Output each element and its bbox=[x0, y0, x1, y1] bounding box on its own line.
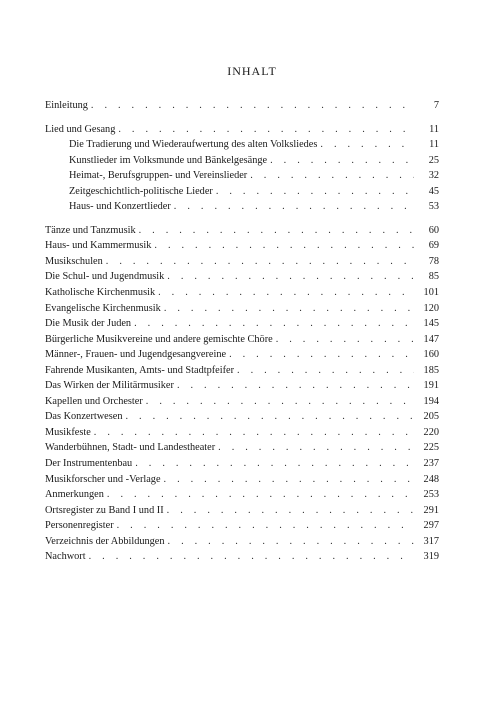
dot-leader bbox=[125, 409, 414, 425]
dot-leader bbox=[107, 487, 414, 503]
toc-page-number: 160 bbox=[423, 349, 439, 361]
dot-leader bbox=[237, 363, 414, 379]
toc-entry bbox=[45, 503, 439, 519]
toc-entry bbox=[45, 394, 439, 410]
dot-leader bbox=[164, 472, 414, 488]
dot-leader bbox=[250, 168, 414, 184]
toc-subentry bbox=[45, 137, 439, 153]
toc-entry bbox=[45, 98, 439, 114]
toc-page-number: 32 bbox=[428, 170, 439, 182]
toc-entry-label: Wanderbühnen, Stadt- und Landestheater bbox=[45, 442, 216, 454]
dot-leader bbox=[89, 549, 414, 565]
toc-page-number: 69 bbox=[428, 240, 439, 252]
dot-leader bbox=[117, 518, 414, 534]
toc-entry-label: Musikforscher und -Verlage bbox=[45, 473, 161, 485]
toc-subentry bbox=[45, 153, 439, 169]
toc-entry-label: Bürgerliche Musikvereine und andere gemischte Chöre bbox=[45, 333, 273, 345]
toc-entry bbox=[45, 363, 439, 379]
toc-page-number: 248 bbox=[423, 473, 439, 485]
dot-leader bbox=[94, 425, 414, 441]
dot-leader bbox=[216, 184, 414, 200]
toc-page-number: 7 bbox=[433, 100, 439, 111]
toc-page-number: 225 bbox=[423, 442, 439, 454]
dot-leader bbox=[276, 332, 414, 348]
toc-page-number: 237 bbox=[423, 458, 439, 470]
toc-entry bbox=[45, 238, 439, 254]
toc-entry bbox=[45, 269, 439, 285]
toc-entry-label: Musikfeste bbox=[45, 426, 91, 438]
dot-leader bbox=[134, 316, 414, 332]
dot-leader bbox=[146, 394, 414, 410]
toc-entry bbox=[45, 254, 439, 270]
toc-entry bbox=[45, 285, 439, 301]
toc-entry-label: Kapellen und Orchester bbox=[45, 395, 143, 407]
dot-leader bbox=[168, 534, 414, 550]
toc-entry bbox=[45, 378, 439, 394]
toc-entry bbox=[45, 518, 439, 534]
toc-page-number: 191 bbox=[423, 380, 439, 392]
toc-page-number: 205 bbox=[423, 411, 439, 423]
toc-entry-label: Männer-, Frauen- und Jugendgesangvereine bbox=[45, 349, 227, 361]
toc-page-number: 11 bbox=[429, 139, 439, 151]
toc-page-number: 60 bbox=[428, 224, 439, 236]
toc-entry bbox=[45, 301, 439, 317]
table-of-contents bbox=[45, 98, 439, 565]
toc-entry-label: Zeitgeschichtlich-politische Lieder bbox=[69, 185, 213, 197]
toc-subentry bbox=[45, 184, 439, 200]
toc-page-number: 78 bbox=[428, 255, 439, 267]
toc-page-number: 120 bbox=[423, 302, 439, 314]
toc-entry-label: Der Instrumentenbau bbox=[45, 458, 133, 470]
toc-entry-label: Personenregister bbox=[45, 520, 114, 532]
toc-page-number: 53 bbox=[428, 201, 439, 213]
page-title: INHALT bbox=[227, 64, 277, 78]
toc-entry-label: Nachwort bbox=[45, 551, 86, 563]
toc-subentry bbox=[45, 199, 439, 215]
toc-entry-label: Tänze und Tanzmusik bbox=[45, 224, 136, 236]
toc-page-number: 253 bbox=[423, 489, 439, 501]
toc-entry-label: Fahrende Musikanten, Amts- und Stadtpfeifer bbox=[45, 364, 235, 376]
dot-leader bbox=[154, 238, 414, 254]
toc-page-number: 220 bbox=[423, 426, 439, 438]
dot-leader bbox=[135, 456, 414, 472]
dot-leader bbox=[106, 254, 414, 270]
toc-page-number: 11 bbox=[429, 123, 439, 135]
toc-entry-label: Lied und Gesang bbox=[45, 123, 116, 135]
dot-leader bbox=[118, 122, 414, 138]
group-spacer bbox=[45, 114, 439, 122]
toc-page-number: 147 bbox=[423, 333, 439, 345]
dot-leader bbox=[139, 223, 414, 239]
dot-leader bbox=[320, 137, 414, 153]
toc-entry bbox=[45, 347, 439, 363]
toc-entry bbox=[45, 549, 439, 565]
dot-leader bbox=[174, 199, 414, 215]
toc-page-number: 319 bbox=[423, 551, 439, 563]
toc-entry-label: Haus- und Kammermusik bbox=[45, 240, 152, 252]
toc-entry-label: Heimat-, Berufsgruppen- und Vereinslieder bbox=[69, 170, 248, 182]
toc-entry-label: Die Musik der Juden bbox=[45, 318, 132, 330]
toc-entry bbox=[45, 223, 439, 239]
toc-entry-label: Musikschulen bbox=[45, 255, 103, 267]
dot-leader bbox=[158, 285, 414, 301]
toc-page-number: 85 bbox=[428, 271, 439, 283]
toc-page-number: 101 bbox=[423, 287, 439, 299]
toc-page-number: 145 bbox=[423, 318, 439, 330]
toc-page-number: 25 bbox=[428, 154, 439, 166]
toc-subentry bbox=[45, 168, 439, 184]
dot-leader bbox=[167, 503, 414, 519]
toc-page-number: 297 bbox=[423, 520, 439, 532]
dot-leader bbox=[164, 301, 414, 317]
dot-leader bbox=[177, 378, 414, 394]
toc-entry-label: Evangelische Kirchenmusik bbox=[45, 302, 161, 314]
toc-entry bbox=[45, 472, 439, 488]
dot-leader bbox=[218, 440, 414, 456]
toc-page-number: 291 bbox=[423, 504, 439, 516]
toc-entry bbox=[45, 456, 439, 472]
toc-entry bbox=[45, 316, 439, 332]
dot-leader bbox=[270, 153, 414, 169]
dot-leader bbox=[167, 269, 414, 285]
toc-entry-label: Das Konzertwesen bbox=[45, 411, 123, 423]
toc-entry bbox=[45, 487, 439, 503]
toc-entry-label: Das Wirken der Militärmusiker bbox=[45, 380, 174, 392]
toc-entry bbox=[45, 122, 439, 138]
toc-entry bbox=[45, 440, 439, 456]
toc-page-number: 185 bbox=[423, 364, 439, 376]
toc-page-number: 194 bbox=[423, 395, 439, 407]
toc-entry-label: Einleitung bbox=[45, 100, 88, 111]
toc-entry bbox=[45, 409, 439, 425]
dot-leader bbox=[91, 98, 414, 114]
toc-entry-label: Haus- und Konzertlieder bbox=[69, 201, 171, 213]
dot-leader bbox=[229, 347, 414, 363]
toc-entry bbox=[45, 425, 439, 441]
toc-page-number: 45 bbox=[428, 185, 439, 197]
toc-entry-label: Die Schul- und Jugendmusik bbox=[45, 271, 165, 283]
toc-entry-label: Katholische Kirchenmusik bbox=[45, 287, 156, 299]
toc-entry-label: Die Tradierung und Wiederaufwertung des alten Volksliedes bbox=[69, 139, 318, 151]
toc-entry bbox=[45, 534, 439, 550]
toc-entry-label: Anmerkungen bbox=[45, 489, 104, 501]
toc-entry-label: Kunstlieder im Volksmunde und Bänkelgesänge bbox=[69, 154, 268, 166]
group-spacer bbox=[45, 215, 439, 223]
toc-entry-label: Verzeichnis der Abbildungen bbox=[45, 535, 165, 547]
toc-entry-label: Ortsregister zu Band I und II bbox=[45, 504, 164, 516]
toc-entry bbox=[45, 332, 439, 348]
toc-page-number: 317 bbox=[423, 535, 439, 547]
